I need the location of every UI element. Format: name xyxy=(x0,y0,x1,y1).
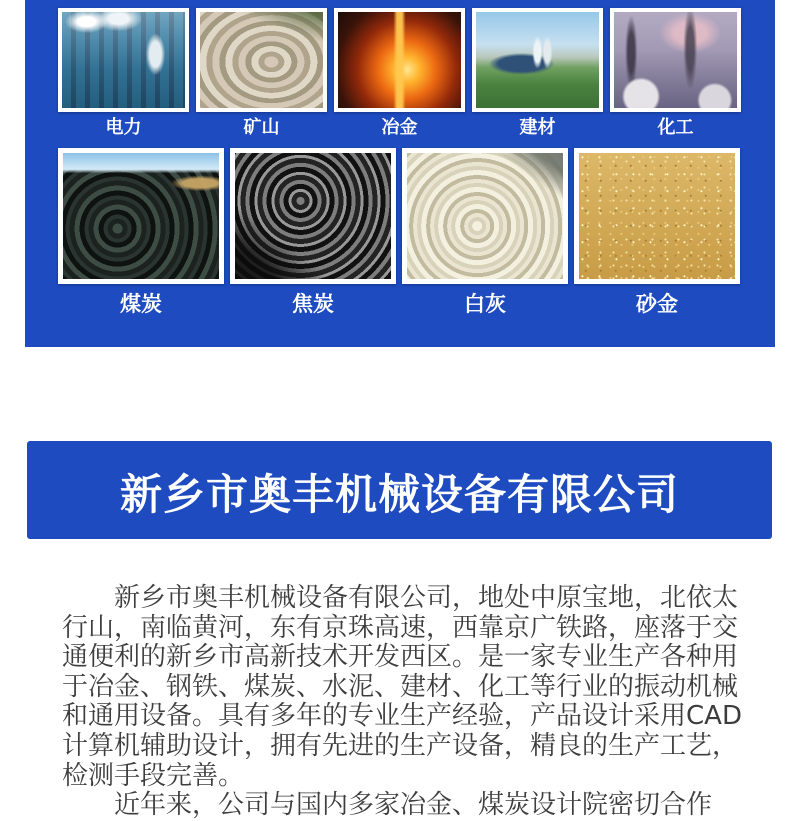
industry-card-lime xyxy=(402,148,568,317)
photo-frame xyxy=(610,8,741,112)
industry-card-coke xyxy=(230,148,396,317)
photo-frame xyxy=(472,8,603,112)
photo-frame xyxy=(58,8,189,112)
industry-label-metallurgy: 冶金 xyxy=(381,117,418,138)
industry-card-building-materials xyxy=(472,8,603,139)
industry-label-coal: 煤炭 xyxy=(120,292,162,316)
about-line: 检测手段完善。 xyxy=(62,760,245,791)
industry-label-coke: 焦炭 xyxy=(292,292,334,316)
industries-row-1 xyxy=(58,8,741,139)
white-lime-photo xyxy=(407,153,563,279)
about-line: 新乡市奥丰机械设备有限公司，地处中原宝地，北依太 xyxy=(62,583,739,613)
industries-row-2 xyxy=(58,148,740,317)
industry-card-gold-sand xyxy=(574,148,740,317)
industry-card-metallurgy xyxy=(334,8,465,139)
industry-card-power xyxy=(58,8,189,139)
about-line: 行山，南临黄河，东有京珠高速，西靠京广铁路，座落于交 xyxy=(62,612,739,643)
industry-label-building-materials: 建材 xyxy=(519,117,556,138)
photo-frame xyxy=(402,148,568,284)
about-line: 和通用设备。具有多年的专业生产经验，产品设计采用CAD xyxy=(62,701,742,732)
power-plant-photo xyxy=(62,12,185,108)
photo-frame xyxy=(574,148,740,284)
company-title: 新乡市奥丰机械设备有限公司 xyxy=(119,470,679,519)
metallurgy-photo xyxy=(338,12,461,108)
industry-label-gold-sand: 砂金 xyxy=(636,292,678,316)
industry-label-mine: 矿山 xyxy=(243,117,280,138)
company-intro-paragraph xyxy=(62,584,742,821)
industry-card-mine xyxy=(196,8,327,139)
industry-label-chemical: 化工 xyxy=(657,117,694,138)
photo-frame xyxy=(196,8,327,112)
open-pit-mine-photo xyxy=(200,12,323,108)
photo-frame xyxy=(334,8,465,112)
industry-label-power: 电力 xyxy=(105,117,142,138)
company-title-band xyxy=(27,441,772,539)
photo-frame xyxy=(58,148,224,284)
about-line: 通便利的新乡市高新技术开发西区。是一家专业生产各种用 xyxy=(62,642,739,673)
industry-label-lime: 白灰 xyxy=(464,292,506,316)
coke-photo xyxy=(235,153,391,279)
photo-frame xyxy=(230,148,396,284)
about-line-clipped: 近年来，公司与国内多家冶金、煤炭设计院密切合作 xyxy=(62,790,713,821)
industry-card-coal xyxy=(58,148,224,317)
chemical-plant-photo xyxy=(614,12,737,108)
gold-sand-photo xyxy=(579,153,735,279)
industry-card-chemical xyxy=(610,8,741,139)
industries-section xyxy=(25,0,775,347)
about-line: 于冶金、钢铁、煤炭、水泥、建材、化工等行业的振动机械 xyxy=(62,671,739,702)
about-line: 计算机辅助设计，拥有先进的生产设备，精良的生产工艺， xyxy=(62,730,739,761)
coal-photo xyxy=(63,153,219,279)
building-materials-photo xyxy=(476,12,599,108)
